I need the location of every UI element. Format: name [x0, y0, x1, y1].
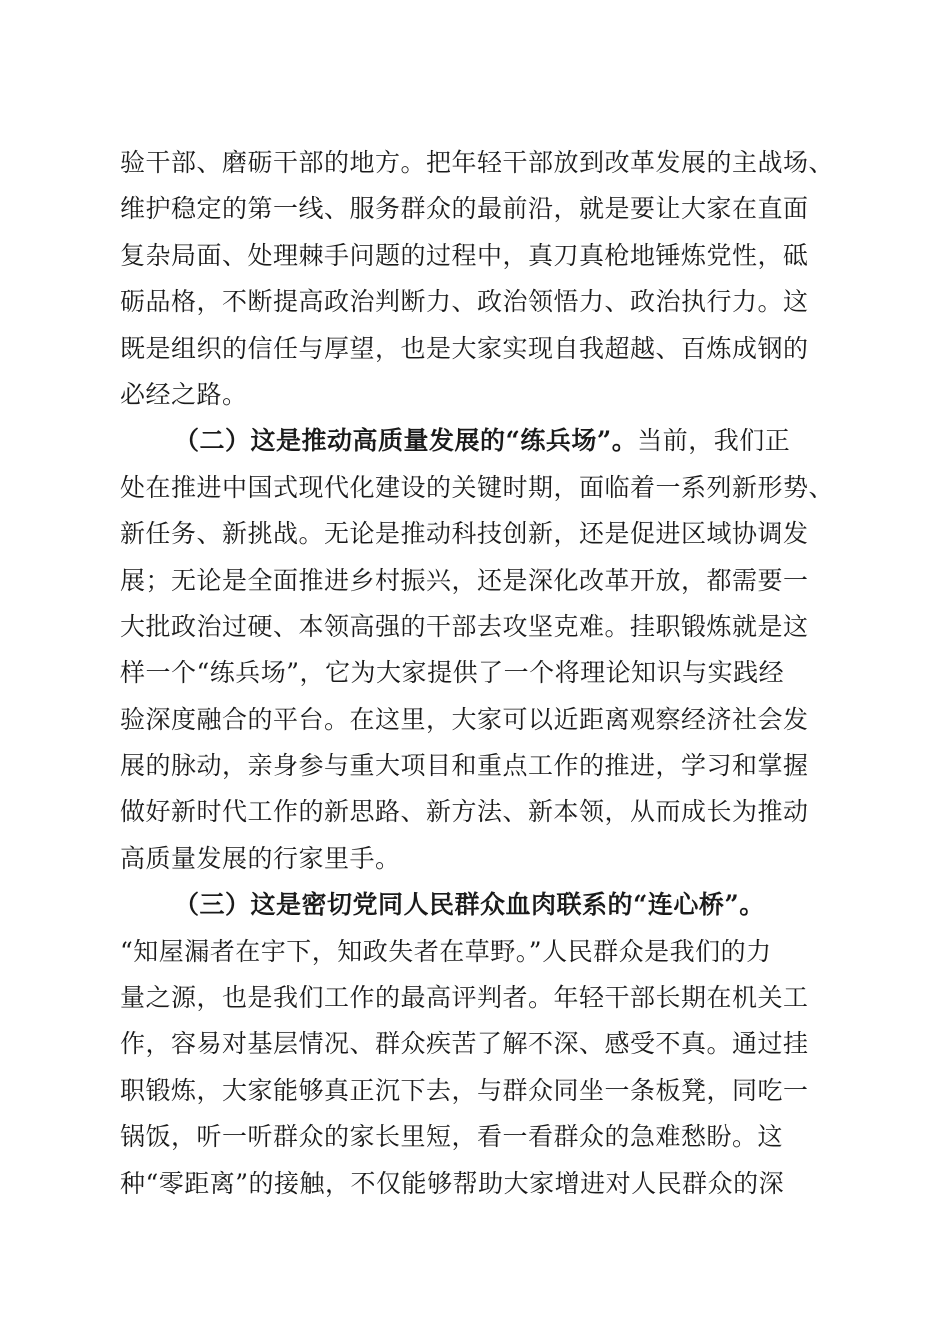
text-line: 处在推进中国式现代化建设的关键时期，面临着一系列新形势、	[120, 472, 835, 502]
text-line: 复杂局面、处理棘手问题的过程中，真刀真枪地锤炼党性，砥	[120, 240, 809, 270]
document-body	[120, 140, 840, 1207]
heading-trailing-text: 当前，我们正	[637, 426, 791, 456]
text-line: 维护稳定的第一线、服务群众的最前沿，就是要让大家在直面	[120, 194, 809, 224]
text-line: 种“零距离”的接触，不仅能够帮助大家增进对人民群众的深	[120, 1168, 785, 1198]
paragraph-first-line	[120, 882, 840, 928]
text-line: 展；无论是全面推进乡村振兴，还是深化改革开放，都需要一	[120, 565, 809, 595]
text-line: 大批政治过硬、本领高强的干部去攻坚克难。挂职锻炼就是这	[120, 611, 809, 641]
paragraph-section-2	[120, 418, 840, 882]
text-line: “知屋漏者在宇下，知政失者在草野。”人民群众是我们的力	[120, 936, 772, 966]
text-line: 样一个“练兵场”，它为大家提供了一个将理论知识与实践经	[120, 658, 785, 688]
paragraph-section-3	[120, 882, 840, 1207]
text-line: 验深度融合的平台。在这里，大家可以近距离观察经济社会发	[120, 704, 809, 734]
text-line: 锅饭，听一听群众的家长里短，看一看群众的急难愁盼。这	[120, 1122, 784, 1152]
text-line: 作，容易对基层情况、群众疾苦了解不深、感受不真。通过挂	[120, 1029, 809, 1059]
text-line: 职锻炼，大家能够真正沉下去，与群众同坐一条板凳，同吃一	[120, 1075, 809, 1105]
text-line: 高质量发展的行家里手。	[120, 843, 401, 873]
section-heading-2: （二）这是推动高质量发展的“练兵场”。	[174, 426, 638, 456]
paragraph-continuation	[120, 140, 840, 418]
text-line: 既是组织的信任与厚望，也是大家实现自我超越、百炼成钢的	[120, 333, 809, 363]
paragraph-first-line	[120, 418, 840, 464]
text-line: 量之源，也是我们工作的最高评判者。年轻干部长期在机关工	[120, 983, 809, 1013]
text-line: 展的脉动，亲身参与重大项目和重点工作的推进，学习和掌握	[120, 751, 809, 781]
text-line: 砺品格，不断提高政治判断力、政治领悟力、政治执行力。这	[120, 287, 809, 317]
text-line: 新任务、新挑战。无论是推动科技创新，还是促进区域协调发	[120, 519, 809, 549]
text-line: 必经之路。	[120, 379, 248, 409]
text-line: 验干部、磨砺干部的地方。把年轻干部放到改革发展的主战场、	[120, 148, 835, 177]
text-line: 做好新时代工作的新思路、新方法、新本领，从而成长为推动	[120, 797, 809, 827]
section-heading-3: （三）这是密切党同人民群众血肉联系的“连心桥”。	[174, 890, 765, 920]
